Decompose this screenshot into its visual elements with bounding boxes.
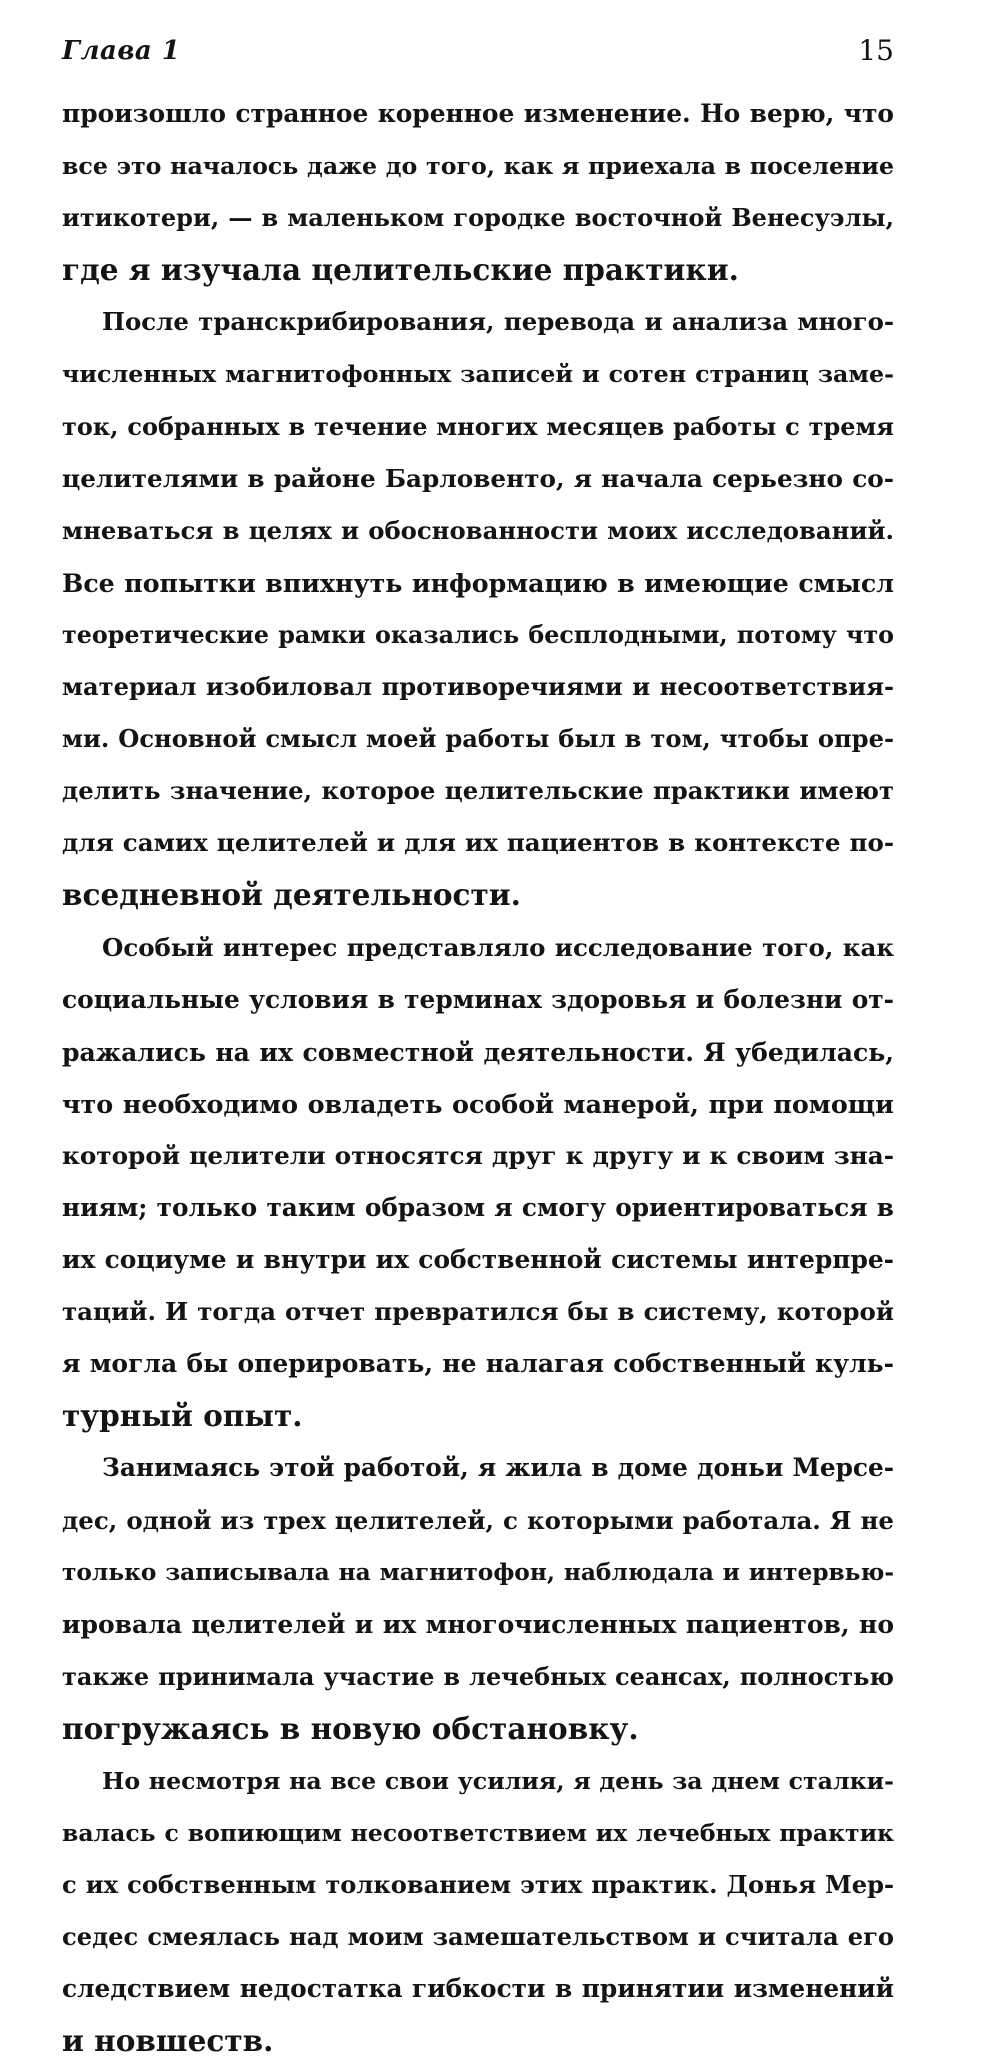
text-line: только записывала на магнитофон, наблюдала и интервью- — [62, 1558, 894, 1586]
text-line: Но несмотря на все свои усилия, я день за днем сталки- — [102, 1767, 894, 1795]
text-line: социальные условия в терминах здоровья и болезни от- — [62, 984, 894, 1014]
text-line: следствием недостатка гибкости в принятии изменений — [62, 1974, 894, 2004]
text-line: итикотери, — в маленьком городке восточной Венесуэлы, — [62, 203, 894, 233]
page-header — [62, 30, 894, 78]
text-line: я могла бы оперировать, не налагая собственный куль- — [62, 1349, 894, 1379]
text-line: ировала целителей и их многочисленных пациентов, но — [62, 1609, 894, 1639]
text-line: где я изучала целительские практики. — [62, 252, 739, 288]
running-head: Глава 1 — [62, 36, 181, 66]
text-line: дес, одной из трех целителей, с которыми работала. Я не — [62, 1505, 894, 1535]
text-line: теоретические рамки оказались бесплодными, потому что — [62, 620, 894, 649]
text-line: численных магнитофонных записей и сотен страниц заме- — [62, 360, 894, 389]
text-line: мневаться в целях и обоснованности моих исследований. — [62, 515, 894, 545]
text-line: валась с вопиющим несоответствием их лечебных практик — [62, 1819, 894, 1848]
text-line: ражались на их совместной деятельности. Я убедилась, — [62, 1036, 894, 1067]
text-line: что необходимо овладеть особой манерой, при помощи — [62, 1088, 894, 1119]
text-line: ми. Основной смысл моей работы был в том, чтобы опре- — [62, 724, 894, 754]
text-line: с их собственным толкованием этих практик. Донья Мер- — [62, 1870, 894, 1900]
text-line: После транскрибирования, перевода и анализа много- — [102, 307, 894, 337]
text-line: таций. И тогда отчет превратился бы в систему, которой — [62, 1297, 894, 1327]
text-line: и новшеств. — [62, 2023, 274, 2059]
text-line: Занимаясь этой работой, я жила в доме доньи Мерсе- — [102, 1453, 894, 1483]
body-text — [62, 88, 894, 2068]
text-line: погружаясь в новую обстановку. — [62, 1710, 639, 1746]
text-line: Все попытки впихнуть информацию в имеющие смысл — [62, 567, 894, 598]
text-line: произошло странное коренное изменение. Но верю, что — [62, 99, 894, 128]
text-line: Особый интерес представляло исследование того, как — [102, 932, 894, 962]
text-line: которой целители относятся друг к другу и к своим зна- — [62, 1140, 894, 1170]
text-line: их социуме и внутри их собственной системы интерпре- — [62, 1245, 894, 1275]
text-line: ток, собранных в течение многих месяцев работы с тремя — [62, 412, 894, 441]
text-line: для самих целителей и для их пациентов в контексте по- — [62, 828, 894, 858]
text-line: все это началось даже до того, как я приехала в поселение — [62, 152, 894, 181]
text-line: также принимала участие в лечебных сеансах, полностью — [62, 1661, 894, 1691]
text-line: материал изобиловал противоречиями и несоответствия- — [62, 672, 894, 702]
text-line: седес смеялась над моим замешательством и считала его — [62, 1922, 894, 1952]
text-line: делить значение, которое целительские практики имеют — [62, 776, 894, 806]
text-line: ниям; только таким образом я смогу ориентироваться в — [62, 1192, 894, 1222]
text-line: турный опыт. — [62, 1398, 303, 1434]
text-line: вседневной деятельности. — [62, 877, 521, 913]
page-number: 15 — [858, 34, 894, 67]
text-line: целителями в районе Барловенто, я начала серьезно со- — [62, 463, 894, 493]
